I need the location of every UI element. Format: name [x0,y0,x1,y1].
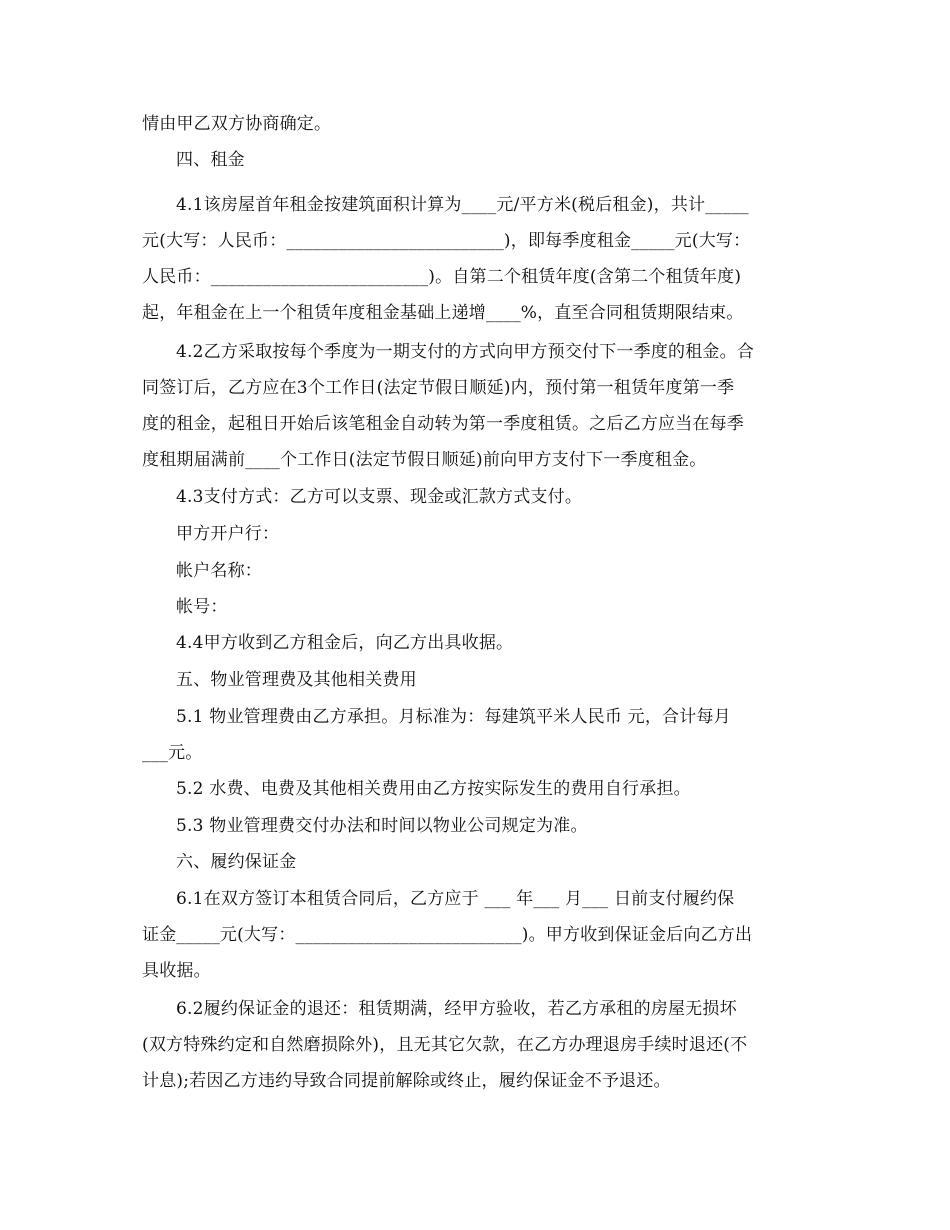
section-heading: 六、履约保证金 [176,852,297,872]
text-line: 度租期届满前____个工作日(法定节假日顺延)前向甲方支付下一季度租金。 [142,450,707,470]
text-line: 具收据。 [142,961,211,981]
text-line: 同签订后，乙方应在3个工作日(法定节假日顺延)内，预付第一租赁年度第一季 [142,378,735,398]
text-line: 4.4甲方收到乙方租金后，向乙方出具收据。 [176,633,514,653]
field-label: 帐户名称： [176,561,262,581]
text-line: 5.2 水费、电费及其他相关费用由乙方按实际发生的费用自行承担。 [176,779,691,799]
text-line: 5.3 物业管理费交付办法和时间以物业公司规定为准。 [176,816,588,836]
text-line: 4.3支付方式：乙方可以支票、现金或汇款方式支付。 [176,487,583,507]
text-line: 6.1在双方签订本租赁合同后，乙方应于 ___ 年___ 月___ 日前支付履约保 [176,889,735,909]
field-label: 甲方开户行： [176,524,280,544]
text-line: 计息);若因乙方违约导致合同提前解除或终止，履约保证金不予退还。 [142,1071,671,1091]
section-heading: 五、物业管理费及其他相关费用 [176,670,417,690]
text-line: 度的租金，起租日开始后该笔租金自动转为第一季度租赁。之后乙方应当在每季 [142,414,744,434]
text-line: 人民币：_________________________)。自第二个租赁年度(含第二个租赁年度) [142,267,742,287]
text-line: 5.1 物业管理费由乙方承担。月标准为：每建筑平米人民币 元，合计每月 [176,707,731,727]
section-heading: 四、租金 [176,150,245,170]
text-line: 4.2乙方采取按每个季度为一期支付的方式向甲方预交付下一季度的租金。合 [176,342,755,362]
field-label: 帐号： [176,597,228,617]
text-line: 证金_____元(大写：__________________________)。甲方收到保证金后向乙方出 [142,925,753,945]
text-line: 起，年租金在上一个租赁年度租金基础上递增____%，直至合同租赁期限结束。 [142,303,744,323]
text-line: 6.2履约保证金的退还：租赁期满，经甲方验收，若乙方承租的房屋无损坏 [176,999,737,1019]
text-line: 情由甲乙双方协商确定。 [142,114,332,134]
text-line: ___元。 [142,743,203,763]
text-line: 元(大写：人民币：_________________________)，即每季度租金_____元(大写： [142,231,751,251]
text-line: 4.1该房屋首年租金按建筑面积计算为____元/平方米(税后租金)，共计_____ [176,195,749,215]
text-line: (双方特殊约定和自然磨损除外)，且无其它欠款，在乙方办理退房手续时退还(不 [142,1035,748,1055]
